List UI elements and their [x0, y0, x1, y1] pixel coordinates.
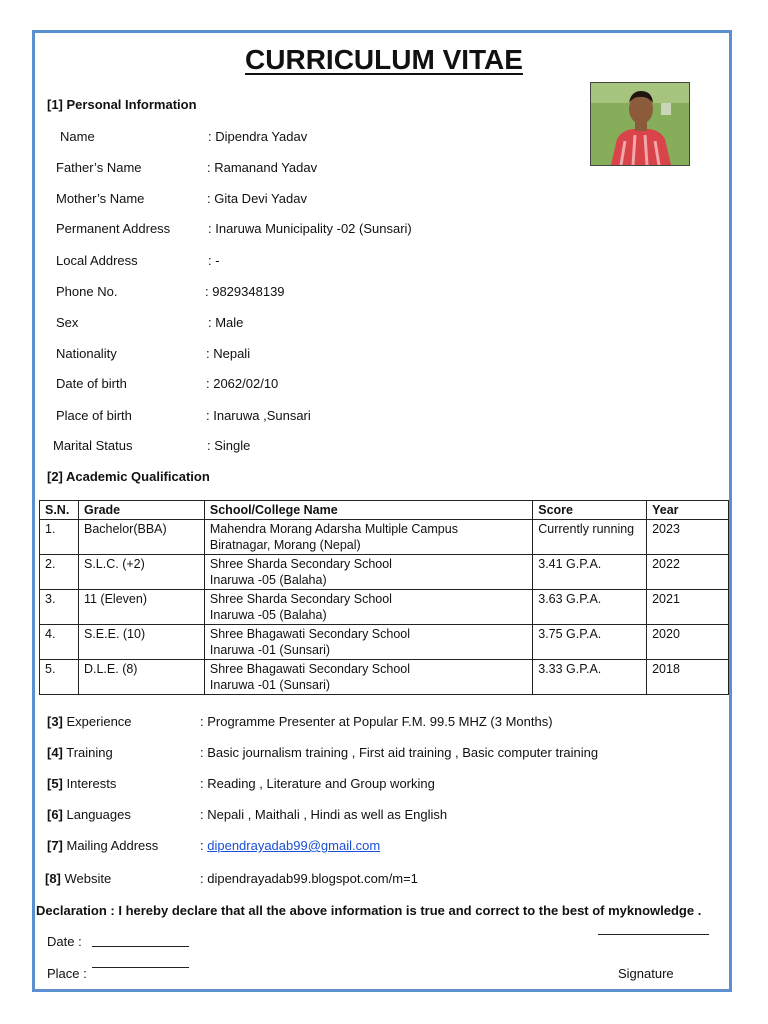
school-name: Shree Bhagawati Secondary School — [209, 627, 411, 641]
personal-info-heading: [1] Personal Information — [47, 97, 197, 112]
declaration: Declaration : I hereby declare that all the above information is true and correct to the best of myknowledge . — [36, 903, 702, 918]
table-row — [40, 625, 729, 660]
local-address-label: Local Address — [56, 253, 138, 268]
signature-line — [598, 934, 709, 935]
place-of-birth-label: Place of birth — [56, 408, 132, 423]
row-score: 3.33 G.P.A. — [533, 660, 647, 695]
row-year: 2020 — [647, 625, 729, 660]
interests-label: [5] Interests — [47, 776, 117, 791]
row-grade: 11 (Eleven) — [78, 590, 204, 625]
marital-status-label: Marital Status — [53, 438, 133, 453]
website-value: : dipendrayadab99.blogspot.com/m=1 — [200, 871, 418, 886]
school-place: Biratnagar, Morang (Nepal) — [209, 538, 361, 552]
marital-status-value: : Single — [207, 438, 251, 453]
mothers-name-label: Mother’s Name — [56, 191, 145, 206]
phone-label: Phone No. — [56, 284, 118, 299]
school-name: Shree Bhagawati Secondary School — [209, 662, 411, 676]
date-line — [92, 946, 189, 947]
row-score: 3.41 G.P.A. — [533, 555, 647, 590]
place-line — [92, 967, 189, 968]
row-school — [204, 555, 532, 590]
col-year: Year — [647, 501, 729, 520]
row-grade: S.L.C. (+2) — [78, 555, 204, 590]
row-school — [204, 625, 532, 660]
academic-heading: [2] Academic Qualification — [47, 469, 210, 484]
row-score: Currently running — [533, 520, 647, 555]
name-label: Name — [60, 129, 95, 144]
col-sn: S.N. — [40, 501, 79, 520]
place-label: Place : — [47, 966, 87, 981]
row-score: 3.75 G.P.A. — [533, 625, 647, 660]
email-link[interactable]: dipendrayadab99@gmail.com — [207, 838, 381, 853]
profile-photo — [590, 82, 690, 166]
languages-value: : Nepali , Maithali , Hindi as well as English — [200, 807, 448, 822]
school-name: Shree Sharda Secondary School — [209, 557, 392, 571]
row-sn: 5. — [40, 660, 79, 695]
school-place: Inaruwa -05 (Balaha) — [209, 573, 327, 587]
experience-label: [3] Experience — [47, 714, 132, 729]
nationality-label: Nationality — [56, 346, 117, 361]
row-year: 2022 — [647, 555, 729, 590]
school-place: Inaruwa -01 (Sunsari) — [209, 643, 331, 657]
col-school: School/College Name — [204, 501, 532, 520]
permanent-address-value: : Inaruwa Municipality -02 (Sunsari) — [208, 221, 412, 236]
nationality-value: : Nepali — [206, 346, 251, 361]
permanent-address-label: Permanent Address — [56, 221, 171, 236]
row-sn: 1. — [40, 520, 79, 555]
training-label: [4] Training — [47, 745, 113, 760]
experience-value: : Programme Presenter at Popular F.M. 99.5 MHZ (3 Months) — [200, 714, 553, 729]
languages-label: [6] Languages — [47, 807, 131, 822]
col-grade: Grade — [78, 501, 204, 520]
signature-label: Signature — [618, 966, 674, 981]
row-grade: S.E.E. (10) — [78, 625, 204, 660]
table-row — [40, 590, 729, 625]
row-year: 2021 — [647, 590, 729, 625]
row-school — [204, 590, 532, 625]
document-title: CURRICULUM VITAE — [245, 44, 523, 75]
table-row — [40, 660, 729, 695]
row-sn: 2. — [40, 555, 79, 590]
school-name: Shree Sharda Secondary School — [209, 592, 392, 606]
row-school — [204, 660, 532, 695]
date-of-birth-label: Date of birth — [56, 376, 127, 391]
row-grade: Bachelor(BBA) — [78, 520, 204, 555]
row-school — [204, 520, 532, 555]
sex-label: Sex — [56, 315, 79, 330]
fathers-name-value: : Ramanand Yadav — [207, 160, 318, 175]
school-name: Mahendra Morang Adarsha Multiple Campus — [209, 522, 458, 536]
table-row — [40, 555, 729, 590]
row-sn: 3. — [40, 590, 79, 625]
place-of-birth-value: : Inaruwa ,Sunsari — [206, 408, 311, 423]
fathers-name-label: Father’s Name — [56, 160, 142, 175]
row-year: 2018 — [647, 660, 729, 695]
mailing-address-value: : dipendrayadab99@gmail.com — [200, 838, 381, 853]
col-score: Score — [533, 501, 647, 520]
row-score: 3.63 G.P.A. — [533, 590, 647, 625]
date-of-birth-value: : 2062/02/10 — [206, 376, 279, 391]
date-label: Date : — [47, 934, 82, 949]
interests-value: : Reading , Literature and Group working — [200, 776, 435, 791]
school-place: Inaruwa -01 (Sunsari) — [209, 678, 331, 692]
training-value: : Basic journalism training , First aid training , Basic computer training — [200, 745, 599, 760]
phone-value: : 9829348139 — [205, 284, 285, 299]
row-sn: 4. — [40, 625, 79, 660]
local-address-value: : - — [208, 253, 220, 268]
name-value: : Dipendra Yadav — [208, 129, 308, 144]
website-label: [8] Website — [45, 871, 112, 886]
row-year: 2023 — [647, 520, 729, 555]
table-row — [40, 520, 729, 555]
row-grade: D.L.E. (8) — [78, 660, 204, 695]
sex-value: : Male — [208, 315, 244, 330]
academic-table — [39, 500, 729, 695]
school-place: Inaruwa -05 (Balaha) — [209, 608, 327, 622]
table-header-row — [40, 501, 729, 520]
mailing-address-label: [7] Mailing Address — [47, 838, 159, 853]
mothers-name-value: : Gita Devi Yadav — [207, 191, 307, 206]
